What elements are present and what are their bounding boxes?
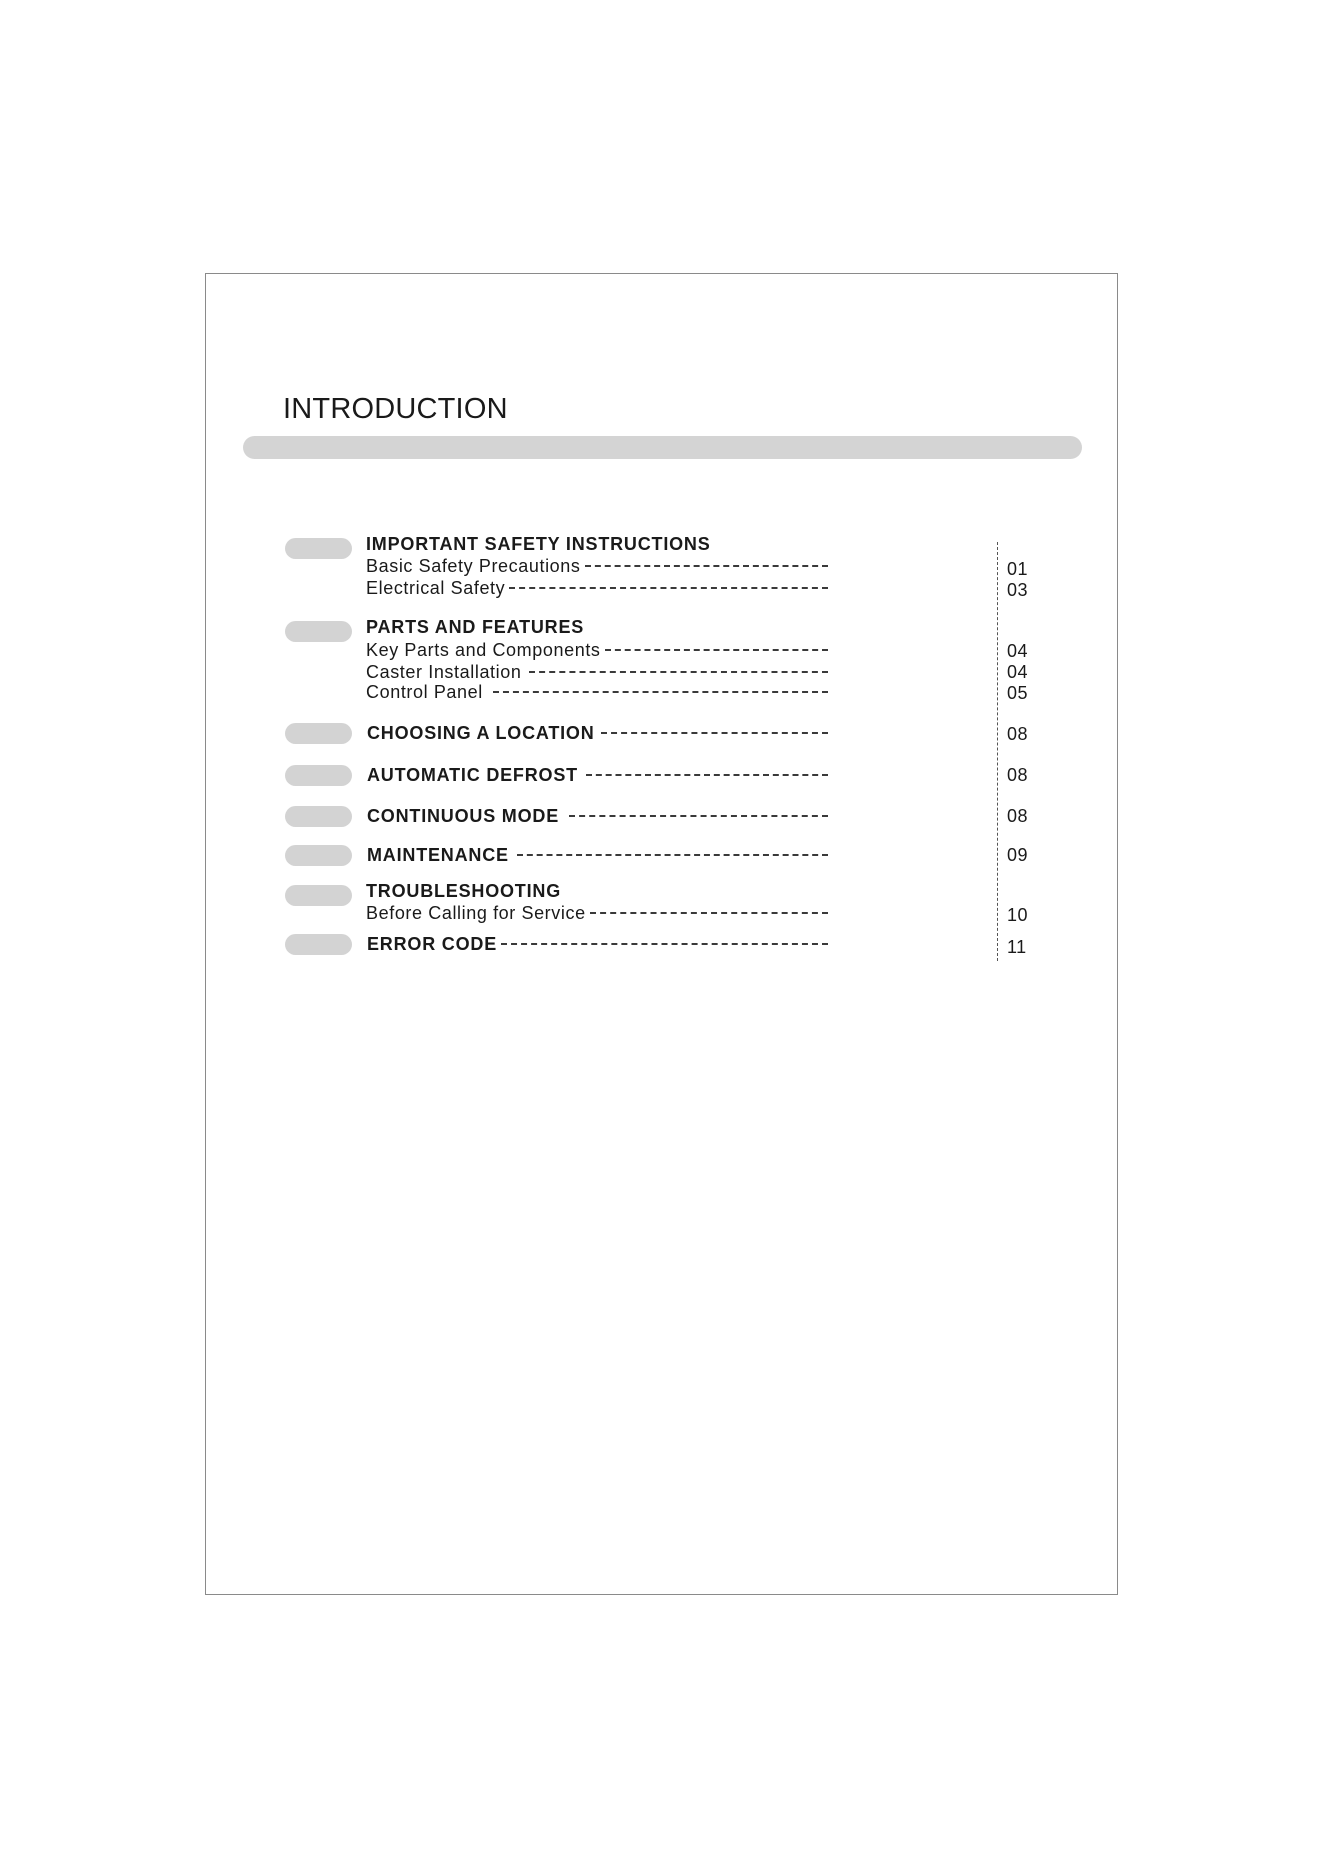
section-marker-pill [285, 538, 352, 559]
toc-entry-basic-safety[interactable] [366, 555, 828, 577]
toc-entry-control-panel[interactable] [366, 681, 828, 703]
toc-entry-electrical-safety[interactable] [366, 577, 828, 599]
entry-label: Before Calling for Service [366, 903, 586, 923]
page-number: 08 [1007, 806, 1029, 826]
dotted-leader [517, 854, 828, 856]
toc-section-continuous-mode[interactable] [367, 805, 828, 827]
page-number: 10 [1007, 905, 1029, 925]
dotted-leader [586, 774, 828, 776]
section-marker-pill [285, 806, 352, 827]
section-heading: AUTOMATIC DEFROST [367, 765, 578, 785]
section-heading: IMPORTANT SAFETY INSTRUCTIONS [366, 534, 711, 554]
page-number: 11 [1007, 937, 1027, 957]
toc-section-maintenance[interactable] [367, 844, 828, 866]
dotted-leader [501, 943, 828, 945]
section-marker-pill [285, 723, 352, 744]
dotted-leader [529, 671, 828, 673]
dotted-leader [493, 691, 828, 693]
dotted-leader [601, 732, 828, 734]
entry-label: Caster Installation [366, 662, 522, 682]
toc-section-safety[interactable] [366, 533, 711, 555]
page-number: 04 [1007, 641, 1029, 661]
section-heading: CHOOSING A LOCATION [367, 723, 595, 743]
toc-section-parts[interactable] [366, 616, 584, 638]
toc-entry-before-calling[interactable] [366, 902, 828, 924]
page-number: 09 [1007, 845, 1029, 865]
section-marker-pill [285, 934, 352, 955]
page-title: INTRODUCTION [283, 393, 508, 425]
section-heading: PARTS AND FEATURES [366, 617, 585, 637]
dotted-leader [605, 649, 828, 651]
toc-section-location[interactable] [367, 722, 828, 744]
page-number: 08 [1007, 724, 1029, 744]
entry-label: Control Panel [366, 682, 483, 702]
page-number: 08 [1007, 765, 1029, 785]
section-marker-pill [285, 621, 352, 642]
section-marker-pill [285, 845, 352, 866]
dotted-leader [585, 565, 828, 567]
toc-entry-caster-installation[interactable] [366, 661, 828, 683]
section-heading: TROUBLESHOOTING [366, 881, 561, 901]
dotted-leader [509, 587, 828, 589]
section-marker-pill [285, 885, 352, 906]
title-underline-bar [243, 436, 1082, 459]
section-heading: ERROR CODE [367, 934, 498, 954]
section-marker-pill [285, 765, 352, 786]
dotted-leader [590, 912, 828, 914]
page-number: 05 [1007, 683, 1029, 703]
page-number-divider [997, 542, 998, 961]
section-heading: CONTINUOUS MODE [367, 806, 559, 826]
dotted-leader [569, 815, 828, 817]
entry-label: Key Parts and Components [366, 640, 601, 660]
toc-section-defrost[interactable] [367, 764, 828, 786]
page-number: 01 [1007, 559, 1029, 579]
page-number: 03 [1007, 580, 1029, 600]
toc-section-troubleshooting[interactable] [366, 880, 561, 902]
page-number: 04 [1007, 662, 1029, 682]
section-heading: MAINTENANCE [367, 845, 509, 865]
toc-section-error-code[interactable] [367, 933, 828, 955]
entry-label: Basic Safety Precautions [366, 556, 581, 576]
toc-entry-key-parts[interactable] [366, 639, 828, 661]
entry-label: Electrical Safety [366, 578, 506, 598]
